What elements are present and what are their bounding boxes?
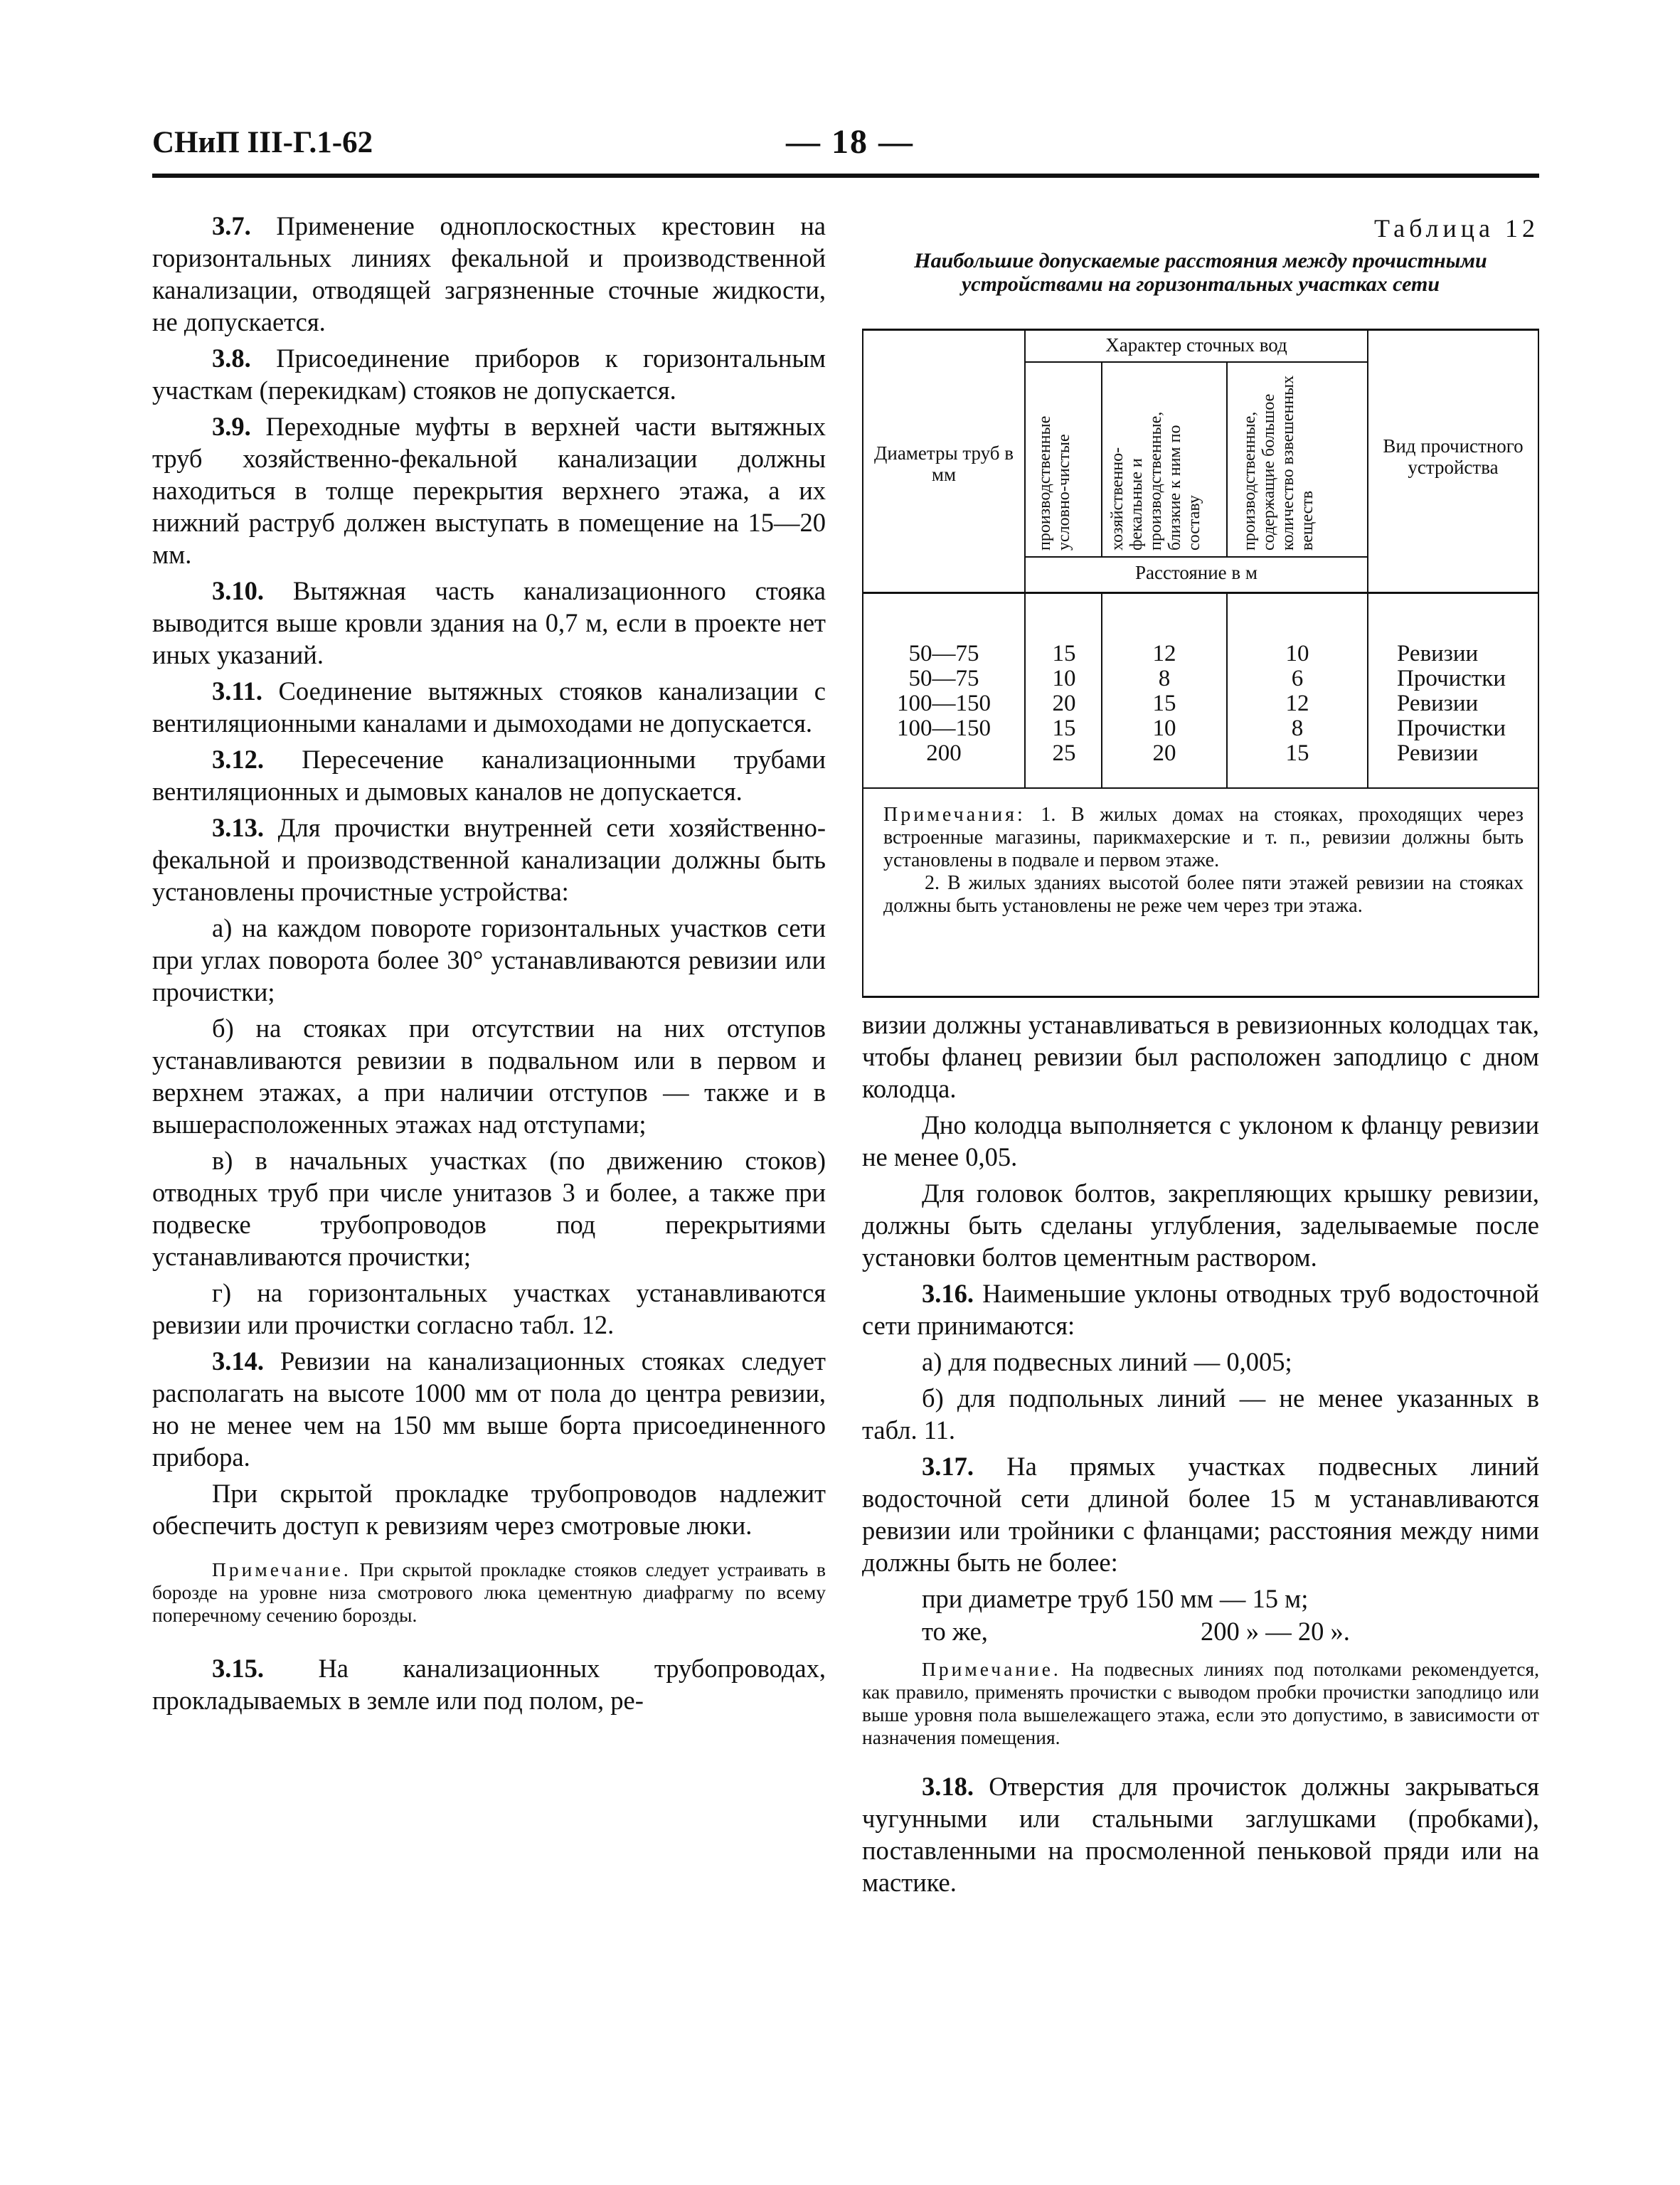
clause-3-15-slope: Дно колодца выполняется с уклоном к фланцу ревизии не менее 0,05. (862, 1110, 1539, 1171)
row-3-a: 20 (1052, 691, 1076, 716)
clause-3-13-b: б) на стояках при отсутствии на них отступов устанавливаются ревизии в подвальном или в первом и верхнем этажах, а при наличии отступов — также и в вышерасположенных этажах над отступами; (152, 1014, 826, 1139)
clause-3-12: 3.12. Пересечение канализационными трубами вентиляционных и дымовых каналов не допускается. (152, 745, 826, 806)
row-4-b: 10 (1152, 716, 1176, 741)
row-4-c: 8 (1291, 716, 1304, 741)
document-code: СНиП III-Г.1-62 (152, 126, 373, 159)
row-5-b: 20 (1152, 740, 1176, 766)
table-bottom-rule (862, 996, 1539, 998)
col-rule-4 (1367, 329, 1368, 787)
page-number: — 18 — (786, 123, 914, 161)
subcol-domestic-fecal: хозяйственно-фекальные и производственные, близкие к ним по составу (1108, 411, 1203, 551)
row-1-b: 12 (1152, 641, 1176, 666)
clause-3-8: 3.8. Присоединение приборов к горизонтальным участкам (перекидкам) стояков не допускается. (152, 344, 826, 405)
clause-3-17: 3.17. На прямых участках подвесных линий водосточной сети длиной более 15 м устанавливаются ревизии или тройники с фланцами; расстояния между ними должны быть не более: (862, 1452, 1539, 1577)
spacing-line-200: то же, 200 » — 20 ». (922, 1617, 1350, 1646)
table-note-1: Примечания: 1. В жилых домах на стояках, проходящих через встроенные магазины, парикмахерские и т. п., ревизии должны быть установлены в подвале и первом этаже. (883, 804, 1524, 871)
row-2-a: 10 (1052, 666, 1076, 691)
clause-3-13-v: в) в начальных участках (по движению стоков) отводных труб при числе унитазов 3 и более, а также при подвеске трубопроводов под перекрытиями устанавливаются прочистки; (152, 1146, 826, 1271)
row-2-c: 6 (1291, 666, 1304, 691)
table-12 (862, 329, 1539, 1001)
row-4-type: Прочистки (1397, 716, 1506, 741)
row-4-a: 15 (1052, 716, 1076, 741)
table-notes (883, 804, 1524, 918)
clause-3-7: 3.7. Применение одноплоскостных крестовин на горизонтальных линиях фекальной и производственной канализации, отводящей загрязненные сточные жидкости, не допускается. (152, 211, 826, 336)
row-2-type: Прочистки (1397, 666, 1506, 691)
clause-3-15: 3.15. На канализационных трубопроводах, прокладываемых в земле или под полом, ре- (152, 1654, 826, 1715)
left-column (152, 210, 826, 1721)
table-top-rule (862, 329, 1539, 331)
distance-label: Расстояние в м (1134, 562, 1258, 583)
col-type-header: Вид прочистного устройства (1383, 435, 1524, 478)
row-3-b: 15 (1152, 691, 1176, 716)
clause-3-16: 3.16. Наименьшие уклоны отводных труб водосточной сети принимаются: (862, 1279, 1539, 1340)
row-5-c: 15 (1285, 740, 1309, 766)
row-5-diameter: 200 (926, 740, 962, 766)
clause-3-13: 3.13. Для прочистки внутренней сети хозяйственно-фекальной и производственной канализации должны быть установлены прочистные устройства: (152, 813, 826, 906)
clause-3-10: 3.10. Вытяжная часть канализационного стояка выводится выше кровли здания на 0,7 м, если в проекте нет иных указаний. (152, 576, 826, 669)
row-2-diameter: 50—75 (908, 666, 979, 691)
table-note-2: 2. В жилых зданиях высотой более пяти этажей ревизии на стояках должны быть установлены не реже чем через три этажа. (883, 872, 1524, 917)
distance-rule (1026, 556, 1367, 558)
table-label: Таблица 12 (1374, 214, 1539, 243)
clause-3-9: 3.9. Переходные муфты в верхней части вытяжных труб хозяйственно-фекальной канализации должны находиться в толще перекрытия верхнего этажа, а их нижний раструб должен выступать в помещение на 15—20 мм. (152, 412, 826, 569)
clause-3-14: 3.14. Ревизии на канализационных стояках следует располагать на высоте 1000 мм от пола до центра ревизии, но не менее чем на 150 мм выше борта присоединенного прибора. (152, 1346, 826, 1472)
clause-3-18: 3.18. Отверстия для прочисток должны закрываться чугунными или стальными заглушками (пробками), поставленными на просмоленной пеньковой пряди или на мастике. (862, 1772, 1539, 1897)
table-12-heading (862, 213, 1539, 296)
row-3-diameter: 100—150 (897, 691, 991, 716)
col-group-header: Характер сточных вод (1105, 334, 1287, 356)
spacing-line-150: при диаметре труб 150 мм — 15 м; (922, 1584, 1309, 1613)
row-4-diameter: 100—150 (897, 716, 991, 741)
row-1-type: Ревизии (1397, 641, 1479, 666)
clause-3-15-cont: визии должны устанавливаться в ревизионных колодцах так, чтобы фланец ревизии был расположен заподлицо с дном колодца. (862, 1010, 1539, 1103)
row-3-type: Ревизии (1397, 691, 1479, 716)
clause-3-14-access: При скрытой прокладке трубопроводов надлежит обеспечить доступ к ревизиям через смотровые люки. (152, 1479, 826, 1540)
row-1-diameter: 50—75 (908, 641, 979, 666)
group-rule (1026, 361, 1367, 363)
col-rule-1 (1024, 329, 1026, 787)
row-5-a: 25 (1052, 740, 1076, 766)
col-rule-3a (1226, 363, 1228, 556)
left-note: Примечание. При скрытой прокладке стояков следует устраивать в борозде на уровне низа смотрового люка цементную диафрагму по всему поперечному сечению борозды. (152, 1558, 826, 1626)
table-right-rule (1538, 329, 1539, 997)
right-column (862, 1009, 1539, 1903)
row-1-c: 10 (1285, 641, 1309, 666)
clause-3-16-b: б) для подпольных линий — не менее указанных в табл. 11. (862, 1383, 1539, 1445)
col-diameter-header: Диаметры труб в мм (873, 442, 1014, 485)
col-rule-2a (1101, 363, 1102, 556)
row-2-b: 8 (1158, 666, 1171, 691)
table-caption: Наибольшие допускаемые расстояния между прочистными устройствами на горизонтальных участках сети (914, 249, 1487, 296)
header-bottom-rule (862, 592, 1539, 594)
subcol-conditionally-clean: производственные условно-чистые (1036, 415, 1073, 551)
clause-3-16-a: а) для подвесных линий — 0,005; (922, 1347, 1292, 1376)
clause-3-15-bolts: Для головок болтов, закрепляющих крышку ревизии, должны быть сделаны углубления, заделываемые после установки болтов цементным раствором. (862, 1179, 1539, 1272)
row-1-a: 15 (1052, 641, 1076, 666)
row-3-c: 12 (1285, 691, 1309, 716)
subcol-suspended-solids: производственные, содержащие большое количество взвешенных веществ (1240, 375, 1317, 551)
header-rule (152, 174, 1539, 178)
clause-3-11: 3.11. Соединение вытяжных стояков канализации с вентиляционными каналами и дымоходами не допускается. (152, 676, 826, 738)
body-bottom-rule (862, 787, 1539, 789)
right-note: Примечание. На подвесных линиях под потолками рекомендуется, как правило, применять прочистки с выводом пробки прочистки заподлицо или выше уровня пола вышележащего этажа, если это допустимо, в зависимости от назначения помещения. (862, 1658, 1539, 1748)
clause-3-13-a: а) на каждом повороте горизонтальных участков сети при углах поворота более 30° устанавливаются ревизии или прочистки; (152, 913, 826, 1006)
clause-3-13-g: г) на горизонтальных участках устанавливаются ревизии или прочистки согласно табл. 12. (152, 1278, 826, 1339)
table-left-rule (862, 329, 863, 997)
row-5-type: Ревизии (1397, 740, 1479, 766)
